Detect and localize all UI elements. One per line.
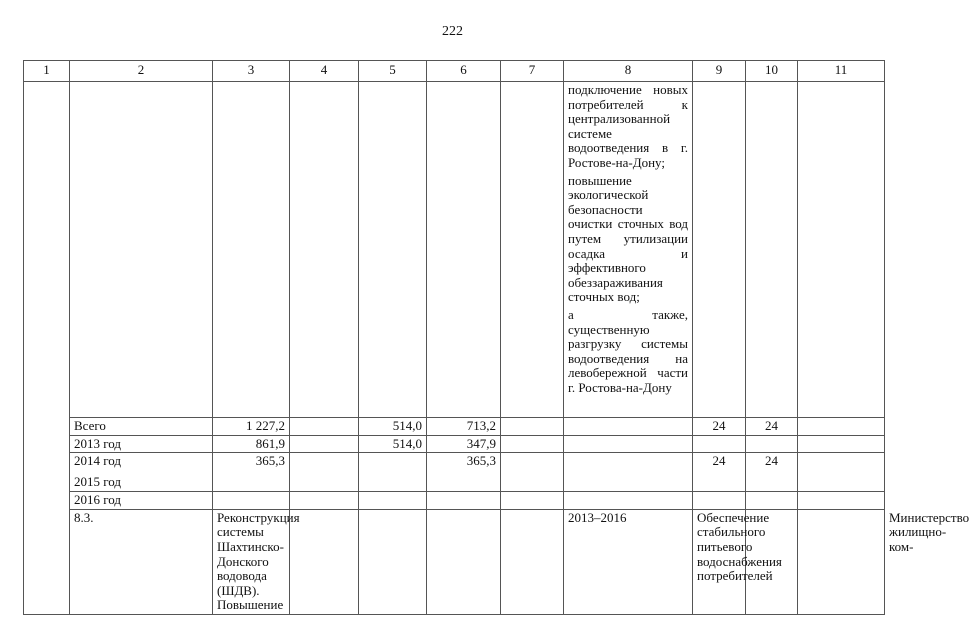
item-number: 8.3. xyxy=(70,509,213,614)
item-name: Реконструкция системы Шахтинско-Донского водовода (ШДВ). Повышение xyxy=(213,509,290,614)
indicator-cell xyxy=(693,492,746,510)
empty-cell xyxy=(798,435,885,453)
item-result: Обеспечение стабильного питьевого водоснабжения потребителей xyxy=(693,509,746,614)
name-cell xyxy=(70,82,213,418)
federal-cell xyxy=(290,418,359,436)
empty-cell xyxy=(798,509,885,614)
empty-cell xyxy=(501,453,564,492)
empty-cell xyxy=(798,453,885,492)
empty-cell xyxy=(290,82,359,418)
regional-cell: 514,0 xyxy=(359,435,427,453)
item-number-cell xyxy=(24,82,70,615)
empty-cell xyxy=(798,418,885,436)
total-cell xyxy=(213,492,290,510)
col-header-1: 1 xyxy=(24,61,70,82)
col-header-9: 9 xyxy=(693,61,746,82)
federal-cell xyxy=(290,492,359,510)
total-cell: 861,9 xyxy=(213,435,290,453)
federal-cell xyxy=(290,435,359,453)
regional-cell: 514,0 xyxy=(359,418,427,436)
continuation-row xyxy=(24,82,885,418)
regional-cell xyxy=(359,492,427,510)
col-header-8: 8 xyxy=(564,61,693,82)
empty-cell xyxy=(798,82,885,418)
empty-cell xyxy=(564,492,693,510)
col-header-5: 5 xyxy=(359,61,427,82)
empty-cell xyxy=(564,453,693,492)
empty-cell xyxy=(746,82,798,418)
page-number: 222 xyxy=(442,24,463,39)
empty-cell xyxy=(213,82,290,418)
federal-cell xyxy=(290,453,359,492)
col-header-7: 7 xyxy=(501,61,564,82)
program-table xyxy=(23,60,969,615)
col-header-4: 4 xyxy=(290,61,359,82)
total-row xyxy=(24,418,885,436)
total-cell: 365,3 xyxy=(213,453,290,492)
result-paragraph: повышение экологической безопасности очистки сточных вод путем утилизации осадка и эффективного обеззараживания сточных вод; xyxy=(568,172,688,305)
empty-cell xyxy=(501,435,564,453)
item-period: 2013–2016 xyxy=(564,509,693,614)
column-number-row xyxy=(24,61,885,82)
regional-cell xyxy=(359,453,427,492)
year-row-2013 xyxy=(24,435,885,453)
indicator-cell xyxy=(746,435,798,453)
local-cell: 713,2 xyxy=(427,418,501,436)
empty-cell xyxy=(427,82,501,418)
empty-cell xyxy=(501,509,564,614)
empty-cell xyxy=(501,82,564,418)
indicator-cell: 24 xyxy=(693,453,746,492)
row-label: 2016 год xyxy=(70,492,213,510)
empty-cell xyxy=(359,82,427,418)
result-paragraph: подключение новых потребителей к централизованной системе водоотведения в г. Ростове-на-Дону; xyxy=(568,82,688,170)
row-label: Всего xyxy=(70,418,213,436)
empty-cell xyxy=(564,435,693,453)
row-label xyxy=(70,453,213,492)
empty-cell xyxy=(798,492,885,510)
row-label-2014: 2014 год xyxy=(74,453,121,469)
year-row-2014 xyxy=(24,453,885,492)
empty-cell xyxy=(359,509,427,614)
col-header-10: 10 xyxy=(746,61,798,82)
indicator-cell: 24 xyxy=(693,418,746,436)
col-header-11: 11 xyxy=(798,61,885,82)
expected-result-cell xyxy=(564,82,693,418)
result-paragraph: а также, существенную разгрузку системы водоотведения на левобережной части г. Ростова-на-Дону xyxy=(568,306,688,395)
local-cell: 365,3 xyxy=(427,453,501,492)
empty-cell xyxy=(290,509,359,614)
indicator-cell xyxy=(746,492,798,510)
indicator-cell xyxy=(693,435,746,453)
indicator-cell: 24 xyxy=(746,418,798,436)
col-header-3: 3 xyxy=(213,61,290,82)
empty-cell xyxy=(693,82,746,418)
item-8-3-row: 8.3. Реконструкция системы Шахтинско-Донского водовода (ШДВ). Повышение 2013–2016 Обеспечение стабильного питьевого водоснабжения потребителей Министерство жилищно-ком- xyxy=(24,509,885,614)
local-cell: 347,9 xyxy=(427,435,501,453)
empty-cell xyxy=(564,418,693,436)
row-label: 2013 год xyxy=(70,435,213,453)
empty-cell xyxy=(427,509,501,614)
col-header-6: 6 xyxy=(427,61,501,82)
indicator-cell: 24 xyxy=(746,453,798,492)
empty-cell xyxy=(501,418,564,436)
col-header-2: 2 xyxy=(70,61,213,82)
row-label-2015: 2015 год xyxy=(74,473,121,489)
year-row-2016 xyxy=(24,492,885,510)
local-cell xyxy=(427,492,501,510)
empty-cell xyxy=(501,492,564,510)
total-cell: 1 227,2 xyxy=(213,418,290,436)
